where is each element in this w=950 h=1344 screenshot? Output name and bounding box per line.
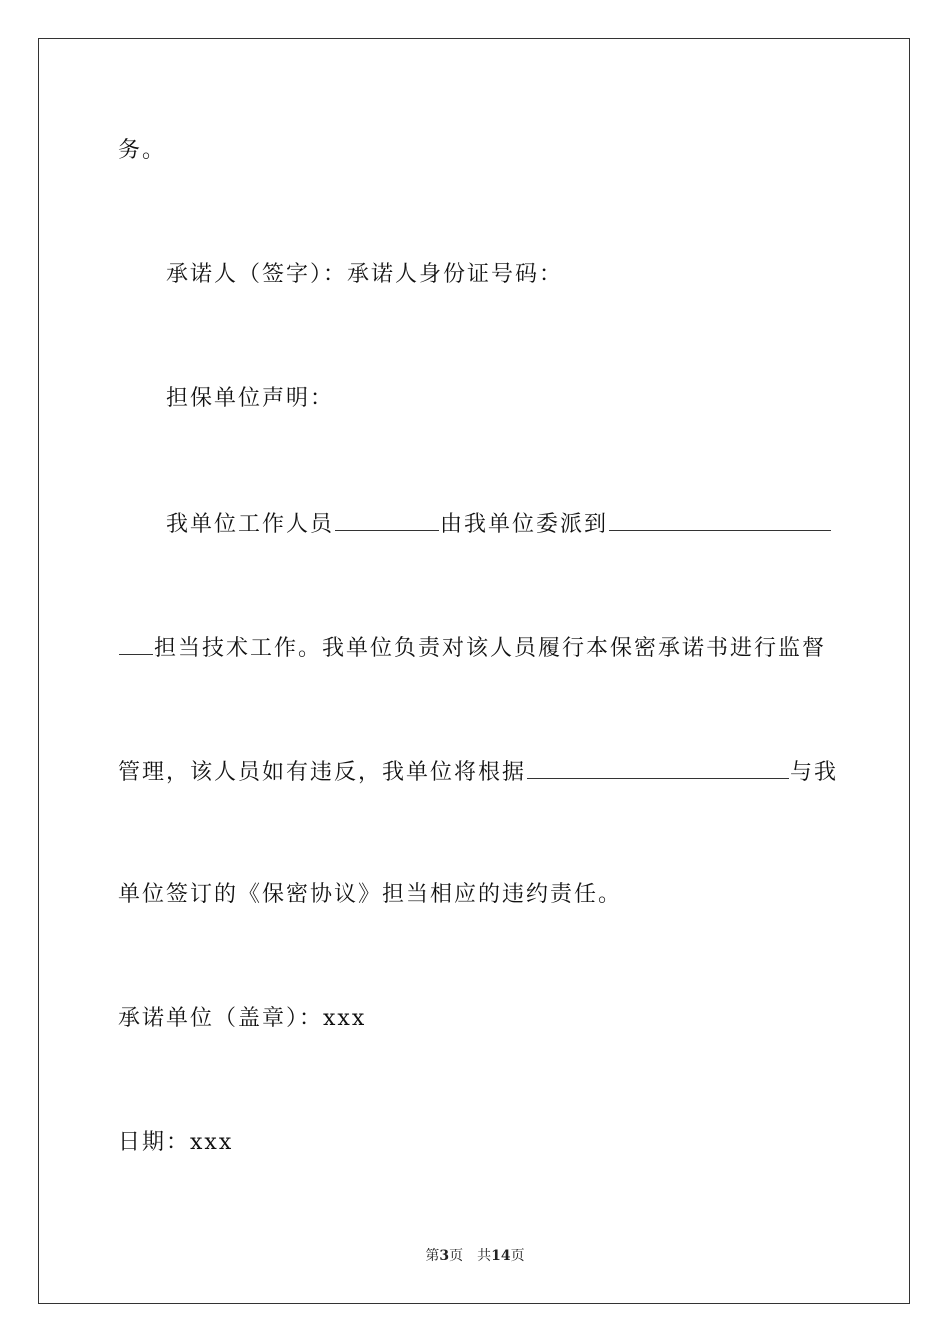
footer-total-number: 14 xyxy=(491,1248,511,1264)
text-line-4 xyxy=(166,508,832,540)
text-line-7: 单位签订的《保密协议》担当相应的违约责任。 xyxy=(118,882,623,907)
page-footer xyxy=(0,1246,950,1266)
text-line-6-part-b: 与我 xyxy=(790,760,839,785)
footer-page-number: 3 xyxy=(439,1248,450,1264)
footer-total-suffix: 页 xyxy=(510,1248,525,1264)
fill-blank-destination xyxy=(609,508,831,531)
footer-page-suffix: 页 xyxy=(449,1248,464,1264)
text-line-5-part-b: 担当技术工作。我单位负责对该人员履行本保密承诺书进行监督 xyxy=(154,636,827,661)
text-line-6 xyxy=(118,756,838,788)
page-border xyxy=(38,38,910,1304)
footer-page-prefix: 第 xyxy=(425,1248,440,1264)
text-line-4-part-a: 我单位工作人员 xyxy=(166,512,335,537)
footer-total-prefix: 共 xyxy=(477,1248,492,1264)
fill-blank-basis xyxy=(527,756,789,779)
text-line-1: 务。 xyxy=(118,138,167,163)
text-line-3: 担保单位声明： xyxy=(166,386,335,411)
text-line-2: 承诺人（签字）：承诺人身份证号码： xyxy=(166,262,564,287)
text-line-4-part-b: 由我单位委派到 xyxy=(440,512,609,537)
text-line-5 xyxy=(118,632,826,664)
text-line-8: 承诺单位（盖章）：xxx xyxy=(118,1006,367,1031)
text-line-6-part-a: 管理，该人员如有违反，我单位将根据 xyxy=(118,760,527,785)
fill-blank-worker-name xyxy=(335,508,439,531)
text-line-9: 日期：xxx xyxy=(118,1130,234,1155)
fill-blank-destination-cont xyxy=(119,632,153,655)
